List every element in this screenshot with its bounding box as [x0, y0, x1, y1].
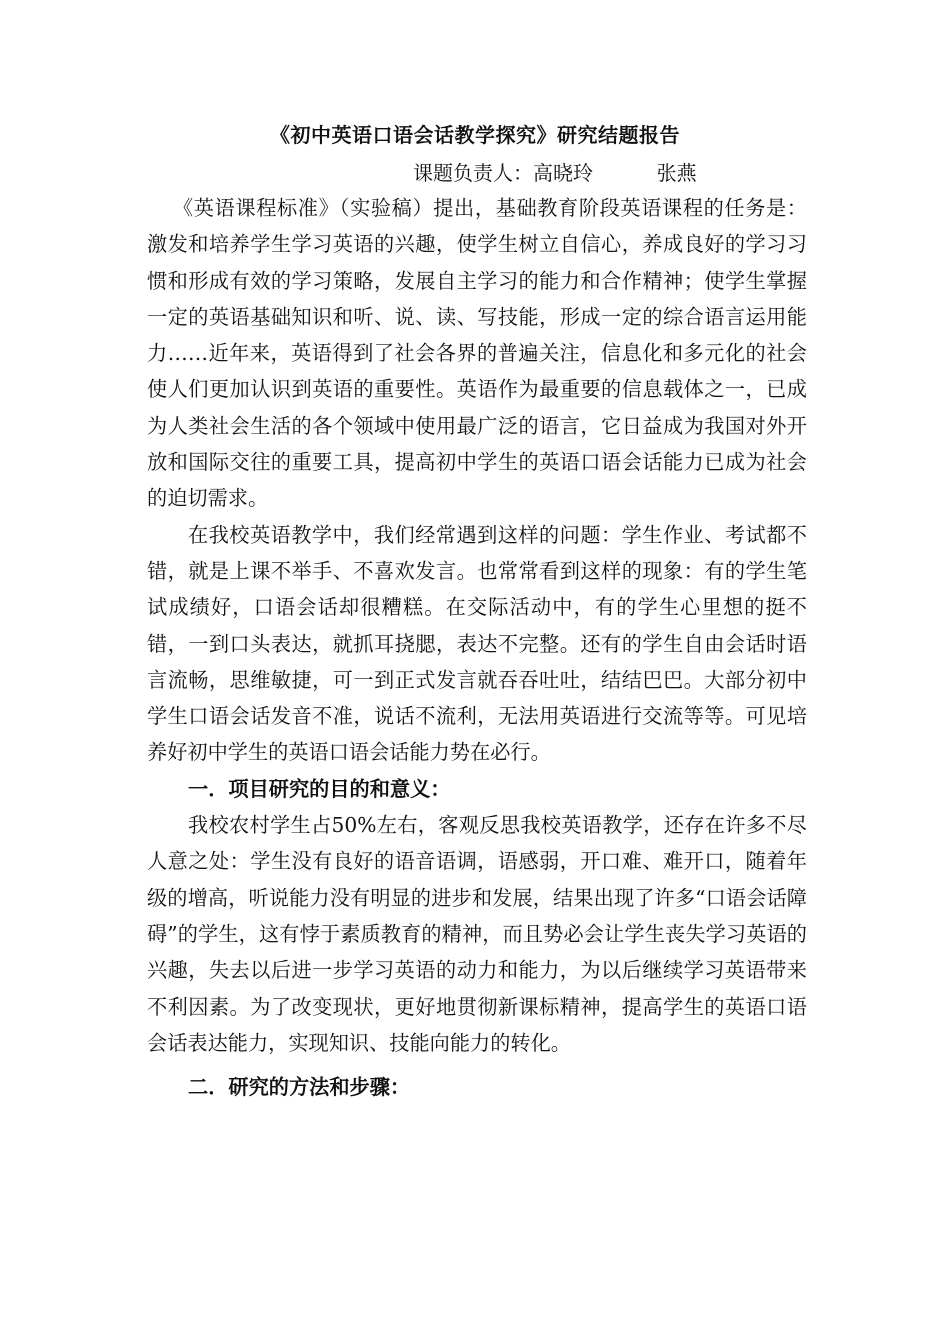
paragraph-intro: 《英语课程标准》（实验稿）提出，基础教育阶段英语课程的任务是：激发和培养学生学习英语的兴趣，使学生树立自信心，养成良好的学习习惯和形成有效的学习策略，发展自主学习的能力和合作精神；使学生掌握一定的英语基础知识和听、说、读、写技能，形成一定的综合语言运用能力……近年来，英语得到了社会各界的普遍关注，信息化和多元化的社会使人们更加认识到英语的重要性。英语作为最重要的信息载体之一，已成为人类社会生活的各个领域中使用最广泛的语言，它日益成为我国对外开放和国际交往的重要工具，提高初中学生的英语口语会话能力已成为社会的迫切需求。 — [147, 196, 807, 511]
section-heading-methods: 二．研究的方法和步骤： — [188, 1075, 411, 1100]
paragraph-problems: 在我校英语教学中，我们经常遇到这样的问题：学生作业、考试都不错，就是上课不举手、不喜欢发言。也常常看到这样的现象：有的学生笔试成绩好，口语会话却很糟糕。在交际活动中，有的学生心里想的挺不错，一到口头表达，就抓耳挠腮，表达不完整。还有的学生自由会话时语言流畅，思维敏捷，可一到正式发言就吞吞吐吐，结结巴巴。大部分初中学生口语会话发音不准，说话不流利，无法用英语进行交流等等。可见培养好初中学生的英语口语会话能力势在必行。 — [147, 522, 807, 765]
section-heading-purpose: 一．项目研究的目的和意义： — [188, 776, 451, 801]
document-body — [147, 190, 807, 1105]
paragraph-purpose: 我校农村学生占50%左右，客观反思我校英语教学，还存在许多不尽人意之处：学生没有良好的语音语调，语感弱，开口难、难开口，随着年级的增高，听说能力没有明显的进步和发展，结果出现了许多“口语会话障碍”的学生，这有悖于素质教育的精神，而且势必会让学生丧失学习英语的兴趣，失去以后进一步学习英语的动力和能力，为以后继续学习英语带来不利因素。为了改变现状，更好地贯彻新课标精神，提高学生的英语口语会话表达能力，实现知识、技能向能力的转化。 — [147, 813, 807, 1055]
document-title: 《初中英语口语会话教学探究》研究结题报告 — [270, 123, 680, 147]
author-line: 课题负责人：高晓玲 张燕 — [413, 161, 697, 185]
